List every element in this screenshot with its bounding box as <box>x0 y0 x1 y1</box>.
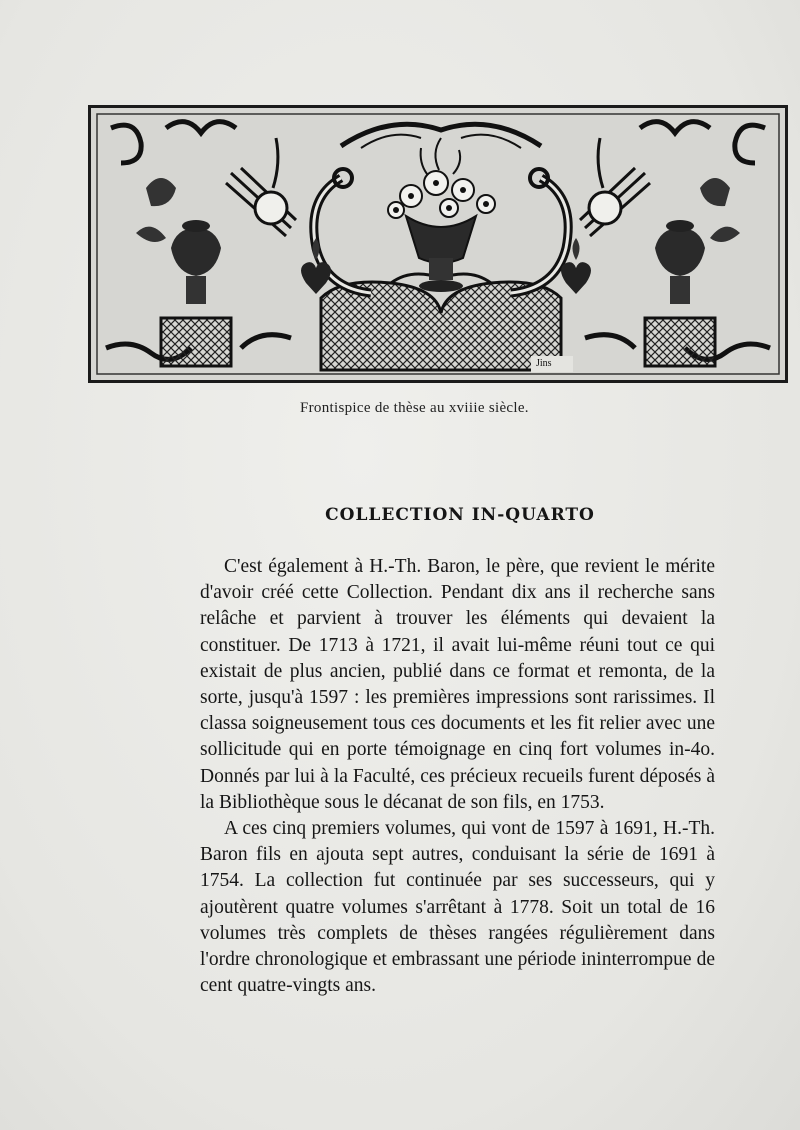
paragraph-1: C'est également à H.-Th. Baron, le père, que revient le mérite d'avoir créé cette Collection. Pendant dix ans il recherche sans relâche et parvient à trouver les éléments qui devaient la constituer. De 1713 à 1721, il avait lui-même réuni tout ce qui existait de plus ancien, publié dans ce format et remonta, de la sorte, jusqu'à 1597 : les premières impressions sont rarissimes. Il classa soigneusement tous ces documents et les fit relier avec une sollicitude qui en porte témoignage en cinq fort volumes in-4o. Donnés par lui à la Faculté, ces précieux recueils furent déposés à la Bibliothèque sous le décanat de son fils, en 1753. <box>200 556 715 813</box>
ornament-illustration <box>91 108 785 380</box>
body-text <box>200 554 715 999</box>
paragraph-2: A ces cinq premiers volumes, qui vont de 1597 à 1691, H.-Th. Baron fils en ajouta sept autres, conduisant la série de 1691 à 1754. La collection fut continuée par ses successeurs, qui y ajoutèrent quatre volumes s'arrêtant à 1778. Soit un total de 16 volumes très complets de thèses rangées régulièrement dans l'ordre chronologique et embrassant une période ininterrompue de cent quatre-vingts ans. <box>200 818 715 997</box>
engraver-signature: Jins <box>536 358 552 369</box>
frontispice-engraving <box>88 105 788 383</box>
illustration-caption: Frontispice de thèse au xviiie siècle. <box>300 400 529 416</box>
section-heading: COLLECTION IN-QUARTO <box>325 505 595 525</box>
